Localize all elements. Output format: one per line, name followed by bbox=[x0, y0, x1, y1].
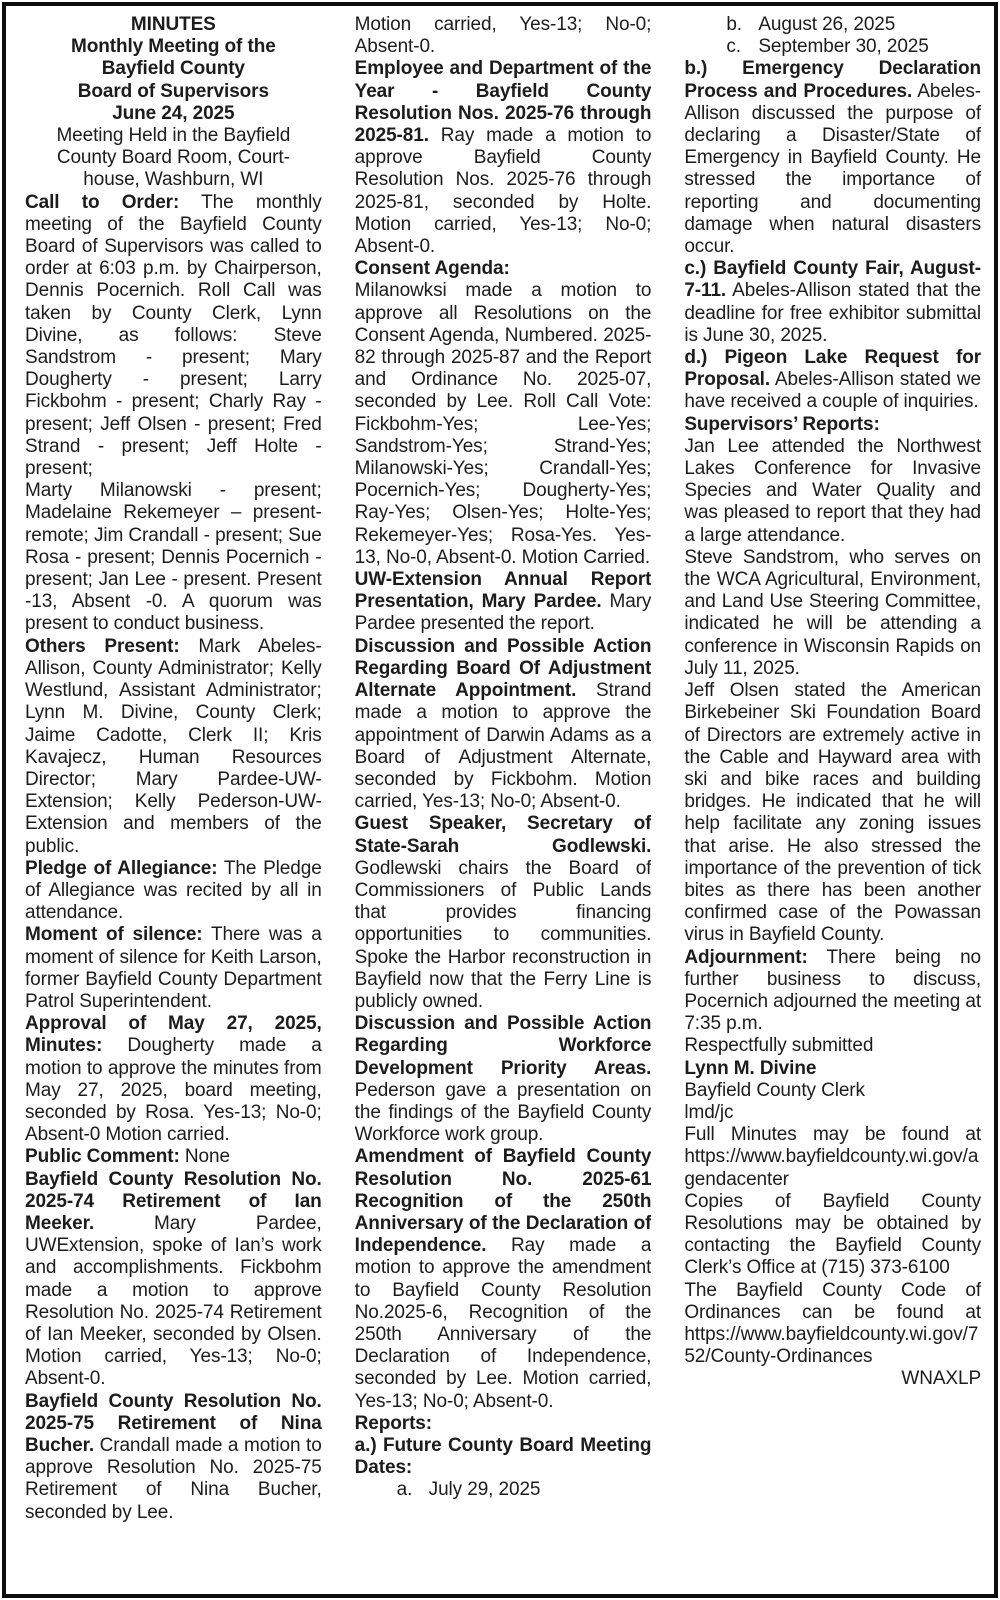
olsen-report bbox=[684, 680, 981, 946]
paragraph-text: Mary Pardee, UWExtension, spoke of Ian’s work and accomplishments. Fickbohm made a motion to approve Resolution No. 2025-74 Retirement of Ian Meeker, seconded by Olsen. Motion carried, Yes-13; No-0; Absent-0. bbox=[25, 1212, 322, 1390]
reports-heading bbox=[355, 1413, 652, 1435]
paragraph-text: WNAXLP bbox=[901, 1368, 982, 1390]
paragraph-text: Motion carried, Yes-13; No-0; Absent-0. bbox=[354, 14, 652, 58]
paragraph-text: The monthly meeting of the Bayfield County Board of Supervisors was called to order at 6:03 p.m. by Chairperson, Dennis Pocernich. Roll Call was taken by County Clerk, Lynn Divine, as follows: Steve Sandstrom - present; Mary Dougherty - present; Larry Fickbohm - present; Charly Ray - present; Jeff Olsen - present; Fred Strand - present; Jeff Holte - present; bbox=[25, 191, 322, 480]
copies-note bbox=[684, 1191, 981, 1280]
resolution-2025-75 bbox=[25, 1391, 322, 1524]
paragraph-text: The Pledge of Allegiance was recited by all in attendance. bbox=[25, 857, 322, 924]
consent-agenda-heading bbox=[355, 258, 652, 280]
meeting-date-a bbox=[355, 1479, 652, 1501]
paragraph-text: Copies of Bayfield County Resolutions may be obtained by contacting the Bayfield County Clerk’s Office at (715) 373-6100 bbox=[684, 1190, 982, 1279]
guest-speaker bbox=[355, 813, 652, 1013]
meeting-date-c bbox=[684, 36, 981, 58]
paragraph-text: Consent Agenda: bbox=[354, 258, 510, 280]
paragraph-lead: Approval of May 27, 2025, Minutes: bbox=[25, 1013, 322, 1057]
supervisors-reports-heading bbox=[684, 414, 981, 436]
approval-of-minutes bbox=[25, 1013, 322, 1146]
column-3 bbox=[684, 14, 981, 1590]
list-marker: b. bbox=[726, 14, 742, 35]
paragraph-text: Respectfully submitted bbox=[684, 1035, 874, 1057]
roll-call-continued bbox=[25, 480, 322, 635]
paragraph-lead: Public Comment: bbox=[25, 1146, 180, 1168]
text-line: Meeting Held in the Bayfield bbox=[56, 125, 291, 147]
call-to-order bbox=[25, 192, 322, 481]
full-minutes-note bbox=[684, 1124, 981, 1191]
employee-department-of-year bbox=[355, 58, 652, 258]
notice-title bbox=[25, 14, 322, 125]
consent-agenda-body bbox=[355, 280, 652, 569]
resolution-2025-74 bbox=[25, 1169, 322, 1391]
paragraph-text: Mark Abeles-Allison, County Administrator; Kelly Westlund, Assistant Administrator; Lynn M. Divine, County Clerk; Jaime Cadotte, Clerk II; Kris Kavajecz, Human Resources Director; Mary Pardee-UW-Extension; Kelly Pederson-UW-Extension and members of the public. bbox=[25, 635, 322, 857]
column-2 bbox=[355, 14, 652, 1590]
list-marker: c. bbox=[726, 36, 741, 58]
paragraph-text: a.) Future County Board Meeting Dates: bbox=[354, 1435, 652, 1479]
paragraph-text: September 30, 2025 bbox=[758, 36, 929, 58]
paragraph-lead: Discussion and Possible Action Regarding Workforce Development Priority Areas. bbox=[354, 1013, 652, 1079]
bayfield-county-fair bbox=[684, 258, 981, 347]
future-meeting-dates-heading bbox=[355, 1435, 652, 1479]
sandstrom-report bbox=[684, 547, 981, 680]
uw-extension-report bbox=[355, 569, 652, 636]
clerk-initials bbox=[684, 1102, 981, 1124]
paragraph-text: Abeles-Allison stated we have received a couple of inquiries. bbox=[684, 369, 982, 413]
text-line: house, Washburn, WI bbox=[83, 169, 264, 191]
paragraph-text: Ray made a motion to approve the amendment to Bayfield County Resolution No.2025-6, Recognition of the 250th Anniversary of the Declaration of Independence, seconded by Lee. Motion carried, Yes-13; No-0; Absent-0. bbox=[354, 1235, 652, 1412]
paragraph-text: Dougherty made a motion to approve the minutes from May 27, 2025, board meeting, seconded by Rosa. Yes-13; No-0; Absent-0 Motion carried. bbox=[25, 1035, 322, 1146]
paragraph-text: Full Minutes may be found at https://www.bayfieldcounty.wi.gov/agendacenter bbox=[684, 1124, 982, 1190]
text-line: MINUTES bbox=[130, 14, 216, 35]
paragraph-lead: Bayfield County Resolution No. 2025-75 Retirement of Nina Bucher. bbox=[25, 1390, 322, 1456]
ordinances-note bbox=[684, 1280, 981, 1369]
paragraph-text: Supervisors’ Reports: bbox=[684, 413, 880, 435]
paragraph-text: Pederson gave a presentation on the findings of the Bayfield County Workforce work group. bbox=[354, 1079, 652, 1146]
paragraph-text: Abeles-Allison discussed the purpose of declaring a Disaster/State of Emergency in Bayfield County. He stressed the importance of reporting and documenting damage when natural disasters occur. bbox=[684, 80, 982, 258]
paragraph-text: August 26, 2025 bbox=[758, 14, 896, 35]
workforce-development bbox=[355, 1013, 652, 1146]
list-marker: a. bbox=[396, 1479, 413, 1501]
paragraph-text: Milanowksi made a motion to approve all Resolutions on the Consent Agenda, Numbered. 2025-82 through 2025-87 and the Report and Ordinance No. 2025-07, seconded by Lee. Roll Call Vote: Fickbohm-Yes; Lee-Yes; Sandstrom-Yes; Strand-Yes; Milanowski-Yes; Crandall-Yes; Pocernich-Yes; Dougherty-Yes; Ray-Yes; Olsen-Yes; Holte-Yes; Rekemeyer-Yes; Rosa-Yes. Yes-13, No-0, Absent-0. Motion Carried. bbox=[354, 280, 652, 568]
text-line: June 24, 2025 bbox=[112, 102, 235, 124]
respectfully-submitted bbox=[684, 1035, 981, 1057]
amendment-resolution-2025-61 bbox=[355, 1146, 652, 1412]
paragraph-lead: Guest Speaker, Secretary of State-Sarah Godlewski. bbox=[354, 813, 652, 857]
emergency-declaration bbox=[684, 58, 981, 258]
paragraph-text: Bayfield County Clerk bbox=[684, 1079, 865, 1101]
pigeon-lake-rfp bbox=[684, 347, 981, 414]
resolution-2025-75-continued bbox=[355, 14, 652, 58]
paragraph-lead: UW-Extension Annual Report Presentation, Mary Pardee. bbox=[354, 569, 652, 613]
clerk-title bbox=[684, 1080, 981, 1102]
pledge-of-allegiance bbox=[25, 858, 322, 925]
paragraph-text: Lynn M. Divine bbox=[684, 1057, 817, 1079]
moment-of-silence bbox=[25, 924, 322, 1013]
text-line: Monthly Meeting of the bbox=[71, 36, 276, 58]
paragraph-lead: Adjournment: bbox=[684, 946, 808, 968]
board-of-adjustment-appointment bbox=[355, 636, 652, 814]
paragraph-text: Godlewski chairs the Board of Commissioners of Public Lands that provides financing opportunities to communities. Spoke the Harbor reconstruction in Bayfield now that the Ferry Line is publicly owned. bbox=[354, 857, 652, 1012]
paragraph-lead: b.) Emergency Declaration Process and Procedures. bbox=[684, 58, 982, 102]
paragraph-text: Steve Sandstrom, who serves on the WCA Agricultural, Environment, and Land Use Steering Committee, indicated he will be attending a conference in Wisconsin Rapids on July 11, 2025. bbox=[684, 546, 982, 679]
jan-lee-report bbox=[684, 436, 981, 547]
text-line: Bayfield County bbox=[101, 58, 245, 80]
text-line: County Board Room, Court- bbox=[56, 147, 290, 169]
paragraph-lead: Bayfield County Resolution No. 2025-74 Retirement of Ian Meeker. bbox=[25, 1168, 322, 1234]
paragraph-text: Jeff Olsen stated the American Birkebeiner Ski Foundation Board of Directors are extremely active in the Cable and Hayward area with ski and bike races and building bridges. He indicated that he will help facilitate any zoning issues that arise. He also stressed the importance of the prevention of tick bites as there has been another confirmed case of the Powassan virus in Bayfield County. bbox=[684, 680, 982, 946]
paragraph-text: Mary Pardee presented the report. bbox=[354, 591, 652, 635]
text-line: Board of Supervisors bbox=[77, 80, 269, 102]
paragraph-lead: Call to Order: bbox=[25, 191, 180, 213]
paragraph-text: lmd/jc bbox=[684, 1101, 734, 1123]
paragraph-lead: Discussion and Possible Action Regarding Board Of Adjustment Alternate Appointment. bbox=[354, 635, 652, 702]
paragraph-text: Reports: bbox=[354, 1412, 432, 1434]
paragraph-text: There being no further business to discuss, Pocernich adjourned the meeting at 7:35 p.m. bbox=[684, 946, 982, 1035]
paragraph-text: Ray made a motion to approve Bayfield County Resolution Nos. 2025-76 through 2025-81, seconded by Holte. Motion carried, Yes-13; No-0; Absent-0. bbox=[354, 125, 652, 258]
paragraph-lead: Pledge of Allegiance: bbox=[25, 857, 218, 879]
paragraph-lead: Amendment of Bayfield County Resolution No. 2025-61 Recognition of the 250th Anniversary of the Declaration of Independence. bbox=[354, 1146, 652, 1257]
paragraph-text: Jan Lee attended the Northwest Lakes Conference for Invasive Species and Water Quality and was pleased to report that they had a large attendance. bbox=[684, 435, 982, 546]
paragraph-lead: Employee and Department of the Year - Bayfield County Resolution Nos. 2025-76 through 2025-81. bbox=[354, 58, 652, 147]
column-1 bbox=[25, 14, 322, 1590]
meeting-date-b bbox=[684, 14, 981, 36]
paragraph-text: Abeles-Allison stated that the deadline for free exhibitor submittal is June 30, 2025. bbox=[684, 280, 982, 346]
clerk-name bbox=[684, 1058, 981, 1080]
publication-tag bbox=[684, 1368, 981, 1390]
paragraph-text: The Bayfield County Code of Ordinances can be found at https://www.bayfieldcounty.wi.gov/752/County-Ordinances bbox=[684, 1279, 982, 1368]
others-present bbox=[25, 636, 322, 858]
paragraph-lead: Others Present: bbox=[25, 635, 180, 657]
paragraph-text: None bbox=[184, 1146, 230, 1168]
paragraph-lead: d.) Pigeon Lake Request for Proposal. bbox=[684, 347, 982, 391]
paragraph-lead: Moment of silence: bbox=[25, 924, 203, 946]
paragraph-lead: c.) Bayfield County Fair, August-7-11. bbox=[684, 258, 982, 302]
meeting-location bbox=[25, 125, 322, 192]
paragraph-text: Marty Milanowski - present; Madelaine Rekemeyer – present-remote; Jim Crandall - present; Sue Rosa - present; Dennis Pocernich - present; Jan Lee - present. Present -13, Absent -0. A quorum was present to conduct business. bbox=[25, 480, 322, 635]
adjournment bbox=[684, 947, 981, 1036]
paragraph-text: July 29, 2025 bbox=[428, 1479, 541, 1501]
paragraph-text: Strand made a motion to approve the appointment of Darwin Adams as a Board of Adjustment Alternate, seconded by Fickbohm. Motion carried, Yes-13; No-0; Absent-0. bbox=[354, 680, 652, 813]
paragraph-text: There was a moment of silence for Keith Larson, former Bayfield County Department Patrol Superintendent. bbox=[25, 924, 322, 1012]
legal-notice-page bbox=[2, 2, 998, 1598]
paragraph-text: Crandall made a motion to approve Resolution No. 2025-75 Retirement of Nina Bucher, seconded by Lee. bbox=[25, 1435, 322, 1523]
public-comment bbox=[25, 1146, 322, 1168]
notice-content bbox=[6, 6, 994, 1594]
